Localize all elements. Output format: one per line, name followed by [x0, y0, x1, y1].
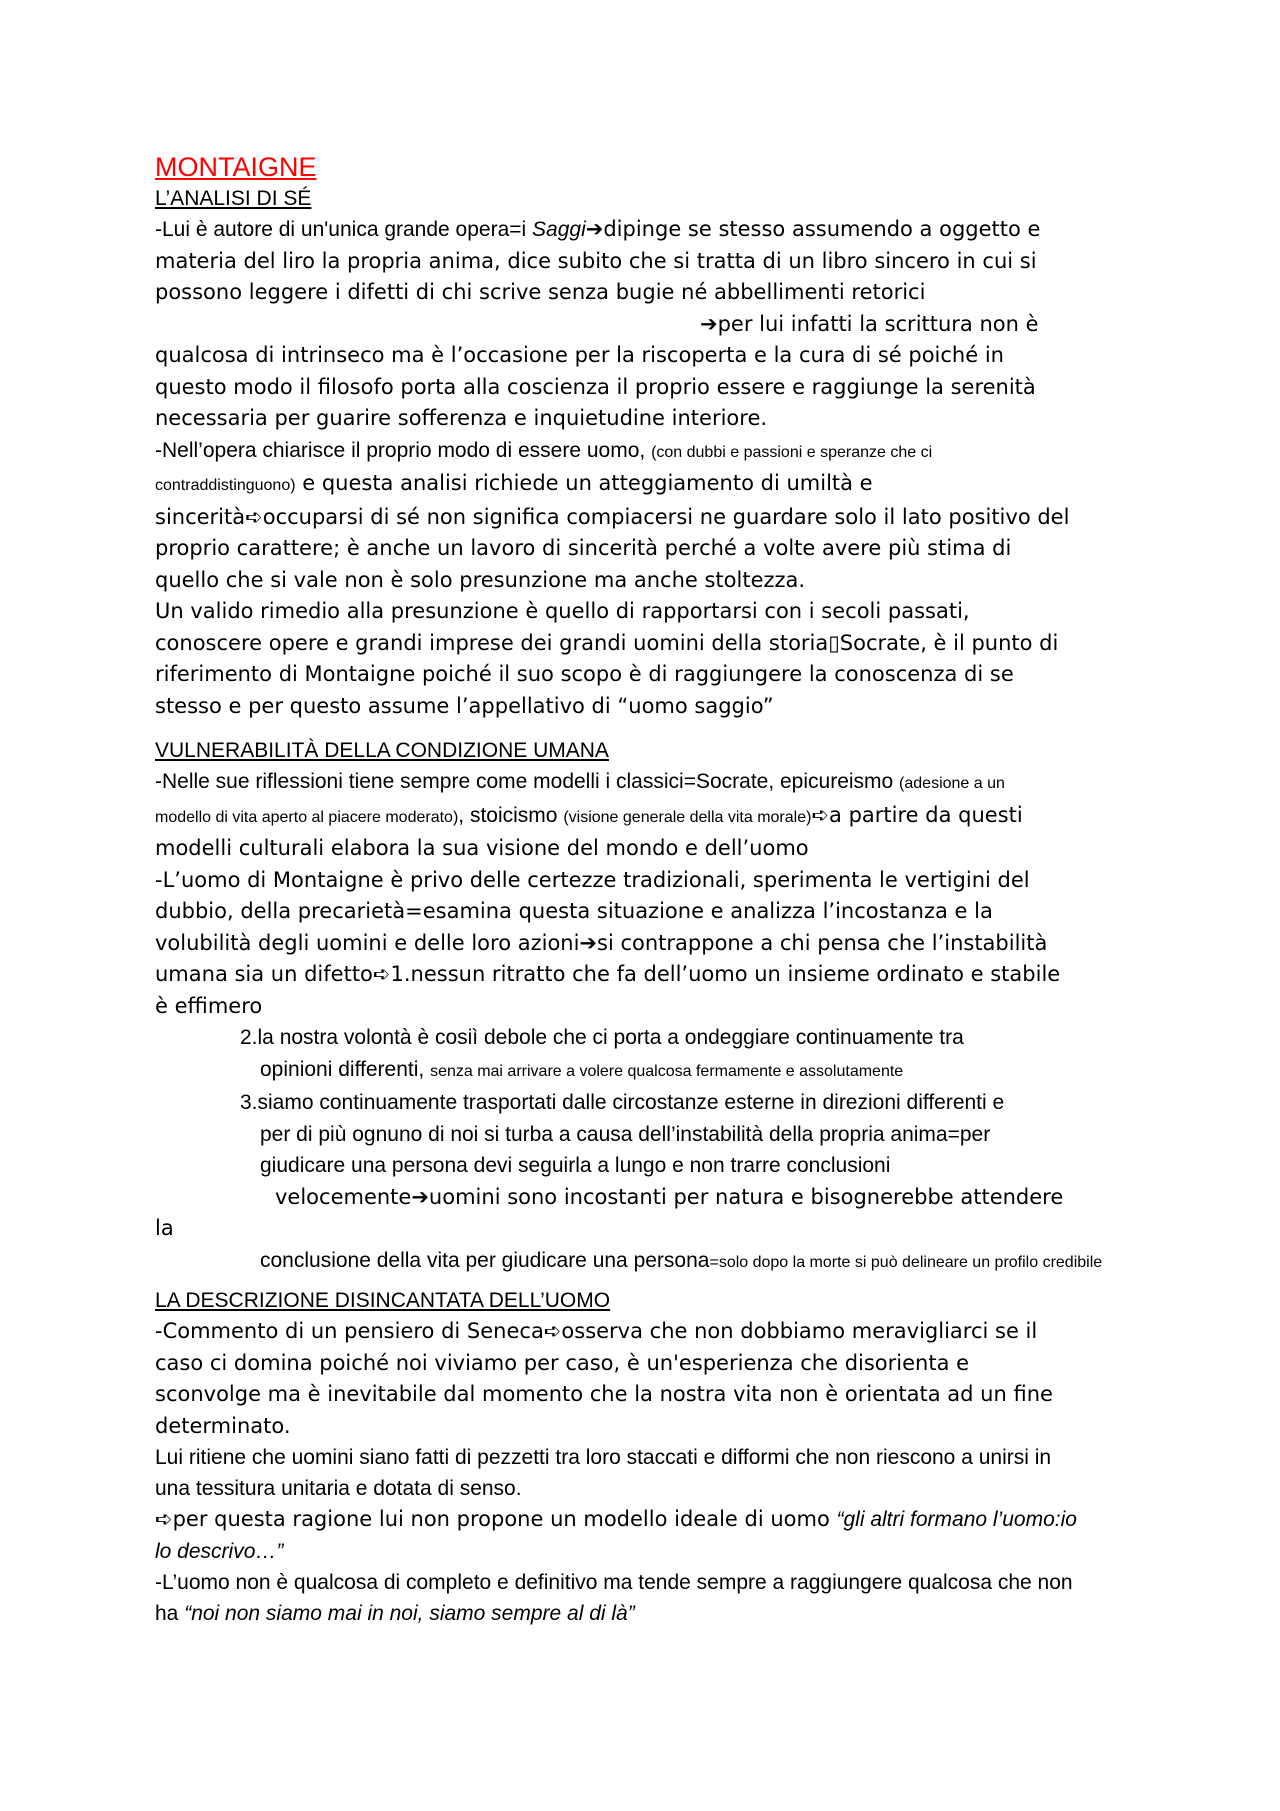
paragraph-line: -Lui è autore di un'unica grande opera=i Saggi➔dipinge se stesso assumendo a oggetto e [155, 217, 1041, 241]
paragraph-line: Lui ritiene che uomini siano fatti di pezzetti tra loro staccati e difformi che non riescono a unirsi in [155, 1446, 1052, 1469]
paragraph-line: volubilità degli uomini e delle loro azioni➔si contrappone a chi pensa che l’instabilità [155, 930, 1048, 955]
section-heading-vulnerabilita: VULNERABILITÀ DELLA CONDIZIONE UMANA [155, 739, 609, 762]
paragraph-line: riferimento di Montaigne poiché il suo scopo è di raggiungere la conoscenza di se [155, 662, 1014, 686]
section-heading-analisi: L’ANALISI DI SÉ [155, 187, 312, 210]
paragraph-line: questo modo il filosofo porta alla coscienza il proprio essere e raggiunge la serenità [155, 374, 1036, 399]
paragraph-line: quello che si vale non è solo presunzione ma anche stoltezza. [155, 567, 806, 592]
paragraph-line: contraddistinguono) e questa analisi richiede un atteggiamento di umiltà e [155, 471, 873, 495]
paragraph-line: una tessitura unitaria e dotata di senso. [155, 1477, 522, 1500]
paragraph-line: qualcosa di intrinseco ma è l’occasione per la riscoperta e la cura di sé poiché in [155, 343, 1004, 367]
paragraph-line: la [155, 1216, 174, 1240]
paragraph-line: -L’uomo di Montaigne è privo delle certezze tradizionali, sperimenta le vertigini del [155, 867, 1030, 892]
paragraph-line: -L’uomo non è qualcosa di completo e definitivo ma tende sempre a raggiungere qualcosa che non [155, 1570, 1073, 1594]
document-body [155, 150, 1195, 1629]
paragraph-line: conoscere opere e grandi imprese dei grandi uomini della storia▯Socrate, è il punto di [155, 630, 1059, 655]
document-title: MONTAIGNE [155, 152, 317, 182]
list-item-continuation: per di più ognuno di noi si turba a causa dell’instabilità della propria anima=per [260, 1122, 991, 1146]
list-item-continuation: velocemente➔uomini sono incostanti per natura e bisognerebbe attendere [275, 1184, 1064, 1209]
paragraph-line: sincerità➪occuparsi di sé non significa compiacersi ne guardare solo il lato positivo del [155, 504, 1070, 529]
paragraph-line: dubbio, della precarietà=esamina questa situazione e analizza l’incostanza e la [155, 899, 993, 923]
list-item: 2.la nostra volontà è cosiì debole che ci porta a ondeggiare continuamente tra [240, 1026, 964, 1049]
list-item-continuation: giudicare una persona devi seguirla a lungo e non trarre conclusioni [260, 1154, 891, 1177]
list-item-continuation: opinioni differenti, senza mai arrivare a volere qualcosa fermamente e assolutamente [260, 1057, 904, 1081]
paragraph-line: -Commento di un pensiero di Seneca➪osserva che non dobbiamo meravigliarci se il [155, 1319, 1038, 1343]
section-heading-descrizione: LA DESCRIZIONE DISINCANTATA DELL’UOMO [155, 1289, 611, 1312]
paragraph-line: caso ci domina poiché noi viviamo per caso, è un'esperienza che disorienta e [155, 1350, 970, 1375]
paragraph-line: è effimero [155, 993, 263, 1018]
paragraph-line: umana sia un difetto➪1.nessun ritratto che fa dell’uomo un insieme ordinato e stabile [155, 962, 1061, 986]
paragraph-line: ha “noi non siamo mai in noi, siamo sempre al di là” [155, 1601, 635, 1625]
paragraph-line: materia del liro la propria anima, dice subito che si tratta di un libro sincero in cui si [155, 248, 1037, 273]
list-item-continuation: conclusione della vita per giudicare una persona=solo dopo la morte si può delineare un profilo credibile [260, 1248, 1103, 1272]
paragraph-line: sconvolge ma è inevitabile dal momento che la nostra vita non è orientata ad un fine [155, 1382, 1053, 1406]
section-spacer [155, 722, 1195, 736]
paragraph-line: modelli culturali elabora la sua visione del mondo e dell’uomo [155, 836, 809, 860]
paragraph-line: proprio carattere; è anche un lavoro di sincerità perché a volte avere più stima di [155, 536, 1012, 560]
paragraph-line: Un valido rimedio alla presunzione è quello di rapportarsi con i secoli passati, [155, 599, 970, 623]
paragraph-line: possono leggere i difetti di chi scrive senza bugie né abbellimenti retorici [155, 280, 926, 304]
paragraph-line: determinato. [155, 1413, 291, 1438]
paragraph-line: -Nell’opera chiarisce il proprio modo di essere uomo, (con dubbi e passioni e speranze che ci [155, 438, 933, 462]
paragraph-line: ➪per questa ragione lui non propone un modello ideale di uomo “gli altri formano l’uomo:io [155, 1507, 1077, 1531]
section-spacer [155, 1278, 1195, 1286]
list-item: 3.siamo continuamente trasportati dalle circostanze esterne in direzioni differenti e [240, 1091, 1005, 1114]
paragraph-line: necessaria per guarire sofferenza e inquietudine interiore. [155, 406, 768, 430]
paragraph-line: stesso e per questo assume l’appellativo di “uomo saggio” [155, 693, 774, 718]
paragraph-line: modello di vita aperto al piacere moderato), stoicismo (visione generale della vita morale)➪a partire da questi [155, 802, 1023, 827]
paragraph-line: -Nelle sue riflessioni tiene sempre come modelli i classici=Socrate, epicureismo (adesione a un [155, 770, 1005, 793]
paragraph-line: lo descrivo…” [155, 1539, 284, 1563]
paragraph-line: ➔per lui infatti la scrittura non è [700, 311, 1039, 336]
